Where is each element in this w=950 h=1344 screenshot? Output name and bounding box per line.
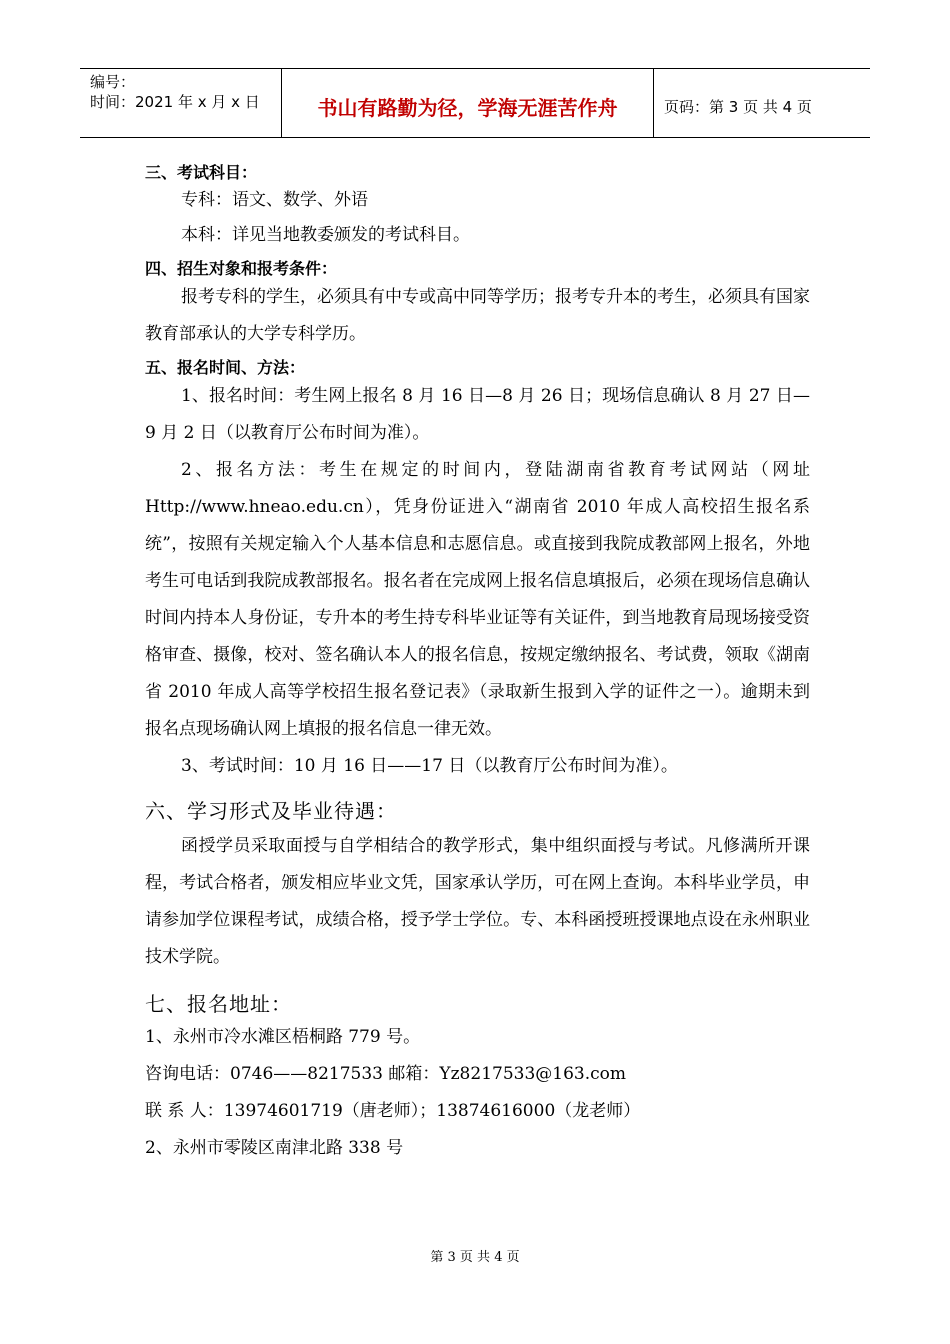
section-7-title: 七、报名地址： xyxy=(145,992,292,1016)
address-1: 1、永州市冷水滩区梧桐路 779 号。 xyxy=(145,1027,421,1047)
section-5-title: 五、报名时间、方法： xyxy=(145,358,306,377)
section-4-para-1: 报考专科的学生，必须具有中专或高中同等学历；报考专升本的考生，必须具有国家教育部承认的大学专科学历。 xyxy=(145,287,810,344)
section-4-title: 四、招生对象和报考条件： xyxy=(145,259,338,278)
section-5-para-3: 3、考试时间：10 月 16 日——17 日（以教育厅公布时间为准）。 xyxy=(181,756,678,776)
header-page-number: 页码：第 3 页 共 4 页 xyxy=(664,97,812,116)
page-footer: 第 3 页 共 4 页 xyxy=(430,1250,520,1265)
section-3-title: 三、考试科目： xyxy=(145,163,258,182)
contact-phone-email: 咨询电话：0746——8217533 邮箱：Yz8217533@163.com xyxy=(145,1064,626,1084)
section-5-para-2: 2、报名方法：考生在规定的时间内，登陆湖南省教育考试网站（网址 Http://www.hneao.edu.cn），凭身份证进入“湖南省 2010 年成人高校招生报名系统”，按照有关规定输入个人基本信息和志愿信息。或直接到我院成教部网上报名，外地考生可电话到我院成教部报名。报名者在完成网上报名信息填报后，必须在现场信息确认时间内持本人身份证，专升本的考生持专科毕业证等有关证件，到当地教育局现场接受资格审查、摄像，校对、签名确认本人的报名信息，按规定缴纳报名、考试费，领取《湖南省 2010 年成人高等学校招生报名登记表》（录取新生报到入学的证件之一）。逾期未到报名点现场确认网上填报的报名信息一律无效。 xyxy=(145,460,810,739)
document-body xyxy=(145,150,810,1167)
header-meta xyxy=(80,69,282,137)
section-6-title: 六、学习形式及毕业待遇： xyxy=(145,799,397,823)
doc-time: 时间：2021 年 x 月 x 日 xyxy=(90,93,260,111)
contact-persons: 联 系 人：13974601719（唐老师）；13874616000（龙老师） xyxy=(145,1101,641,1121)
address-2: 2、永州市零陵区南津北路 338 号 xyxy=(145,1138,404,1158)
page-header xyxy=(80,68,870,138)
section-3-para-1: 专科：语文、数学、外语 xyxy=(181,190,368,210)
section-6-para-1: 函授学员采取面授与自学相结合的教学形式，集中组织面授与考试。凡修满所开课程，考试合格者，颁发相应毕业文凭，国家承认学历，可在网上查询。本科毕业学员，申请参加学位课程考试，成绩合格，授予学士学位。专、本科函授班授课地点设在永州职业技术学院。 xyxy=(145,836,810,967)
section-3-para-2: 本科：详见当地教委颁发的考试科目。 xyxy=(181,225,470,245)
header-motto: 书山有路勤为径，学海无涯苦作舟 xyxy=(282,69,654,137)
section-5-para-1: 1、报名时间：考生网上报名 8 月 16 日—8 月 26 日；现场信息确认 8 月 27 日—9 月 2 日（以教育厅公布时间为准）。 xyxy=(145,386,810,443)
doc-number: 编号： xyxy=(90,73,136,91)
